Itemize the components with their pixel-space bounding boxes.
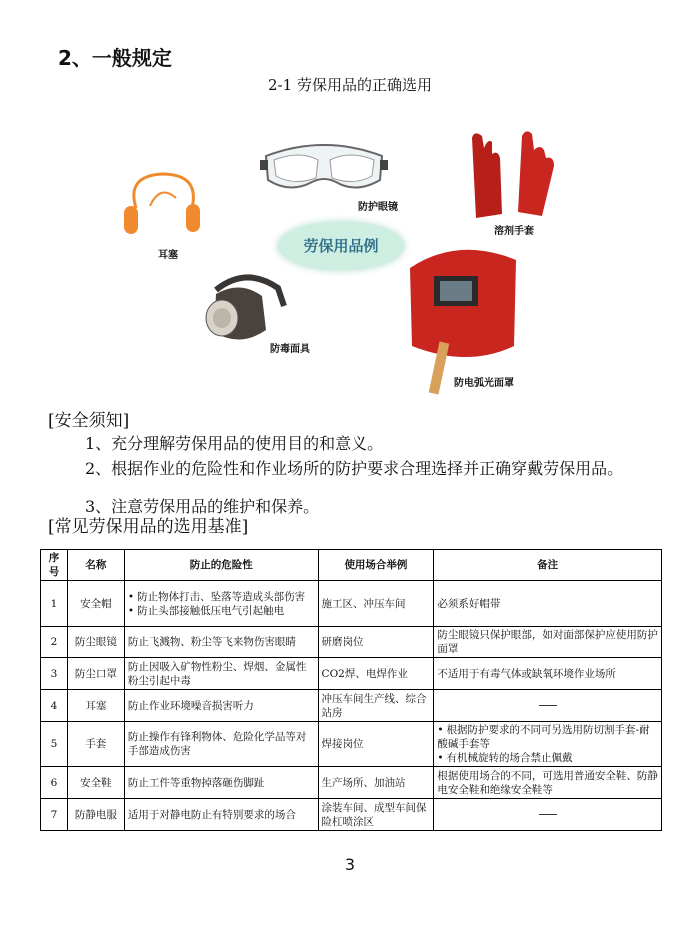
cell-hazard: 防止飞溅物、粉尘等飞来物伤害眼睛: [124, 627, 318, 658]
page-number: 3: [344, 855, 356, 874]
cell-name: 安全帽: [67, 581, 124, 627]
gas-mask-label: 防毒面具: [270, 344, 310, 355]
selection-heading: [常见劳保用品的选用基准]: [48, 517, 249, 537]
cell-note: • 根据防护要求的不同可另选用防切割手套-耐酸碱手套等 • 有机械旋转的场合禁止佩戴: [434, 722, 662, 767]
cell-no: 7: [41, 799, 68, 831]
cell-place: 研磨岗位: [318, 627, 434, 658]
column-header: 序号: [41, 550, 68, 581]
cell-name: 防静电服: [67, 799, 124, 831]
gloves-image: [462, 128, 572, 220]
cell-name: 防尘眼镜: [67, 627, 124, 658]
table-row: [41, 767, 662, 799]
section-heading: 2、一般规定: [58, 46, 172, 70]
cell-hazard: • 防止物体打击、坠落等造成头部伤害 • 防止头部接触低压电气引起触电: [124, 581, 318, 627]
cell-no: 1: [41, 581, 68, 627]
cell-hazard: 防止因吸入矿物性粉尘、焊烟、金属性粉尘引起中毒: [124, 658, 318, 690]
earplug-image: [120, 168, 210, 238]
column-header: 名称: [67, 550, 124, 581]
notice-item: 3、注意劳保用品的维护和保养。: [85, 497, 320, 516]
table-header-row: [41, 550, 662, 581]
cell-note: 不适用于有毒气体或缺氧环境作业场所: [434, 658, 662, 690]
cell-name: 手套: [67, 722, 124, 767]
table-row: [41, 658, 662, 690]
table-row: [41, 722, 662, 767]
section-subtitle: 2-1 劳保用品的正确选用: [268, 76, 432, 94]
table-row: [41, 690, 662, 722]
cell-note: [434, 690, 662, 722]
cell-note: 必须系好帽带: [434, 581, 662, 627]
column-header: 备注: [434, 550, 662, 581]
table-row: [41, 627, 662, 658]
cell-no: 3: [41, 658, 68, 690]
selection-table: [40, 549, 662, 831]
cell-no: 4: [41, 690, 68, 722]
table-row: [41, 581, 662, 627]
empty-dash: [539, 814, 557, 815]
cell-no: 5: [41, 722, 68, 767]
empty-dash: [539, 705, 557, 706]
cell-place: 生产场所、加油站: [318, 767, 434, 799]
cell-place: 涂装车间、成型车间保险杠喷涂区: [318, 799, 434, 831]
cell-name: 安全鞋: [67, 767, 124, 799]
gloves-label: 溶剂手套: [494, 226, 534, 237]
earplug-label: 耳塞: [158, 250, 178, 261]
notice-item: 2、根据作业的危险性和作业场所的防护要求合理选择并正确穿戴劳保用品。: [85, 459, 624, 478]
notice-item: 1、充分理解劳保用品的使用目的和意义。: [85, 434, 384, 453]
gas-mask-image: [196, 270, 296, 350]
notice-heading: [安全须知]: [48, 411, 130, 431]
cell-place: 施工区、冲压车间: [318, 581, 434, 627]
ppe-illustration: [100, 110, 600, 400]
cell-name: 耳塞: [67, 690, 124, 722]
cell-note: [434, 799, 662, 831]
column-header: 防止的危险性: [124, 550, 318, 581]
cell-hazard: 防止操作有锋利物体、危险化学品等对手部造成伤害: [124, 722, 318, 767]
cell-no: 6: [41, 767, 68, 799]
goggles-label: 防护眼镜: [358, 202, 398, 213]
cell-name: 防尘口罩: [67, 658, 124, 690]
cell-no: 2: [41, 627, 68, 658]
welding-mask-label: 防电弧光面罩: [454, 378, 514, 389]
column-header: 使用场合举例: [318, 550, 434, 581]
cell-hazard: 防止工件等重物掉落砸伤脚趾: [124, 767, 318, 799]
cell-note: 根据使用场合的不同，可选用普通安全鞋、防静电安全鞋和绝缘安全鞋等: [434, 767, 662, 799]
table-row: [41, 799, 662, 831]
cell-place: 焊接岗位: [318, 722, 434, 767]
cell-place: CO2焊、电焊作业: [318, 658, 434, 690]
cell-place: 冲压车间生产线、综合站房: [318, 690, 434, 722]
cell-hazard: 适用于对静电防止有特别要求的场合: [124, 799, 318, 831]
goggles-image: [260, 138, 388, 198]
cell-hazard: 防止作业环境噪音损害听力: [124, 690, 318, 722]
cell-note: 防尘眼镜只保护眼部，如对面部保护应使用防护面罩: [434, 627, 662, 658]
center-badge: 劳保用品例: [278, 222, 404, 270]
